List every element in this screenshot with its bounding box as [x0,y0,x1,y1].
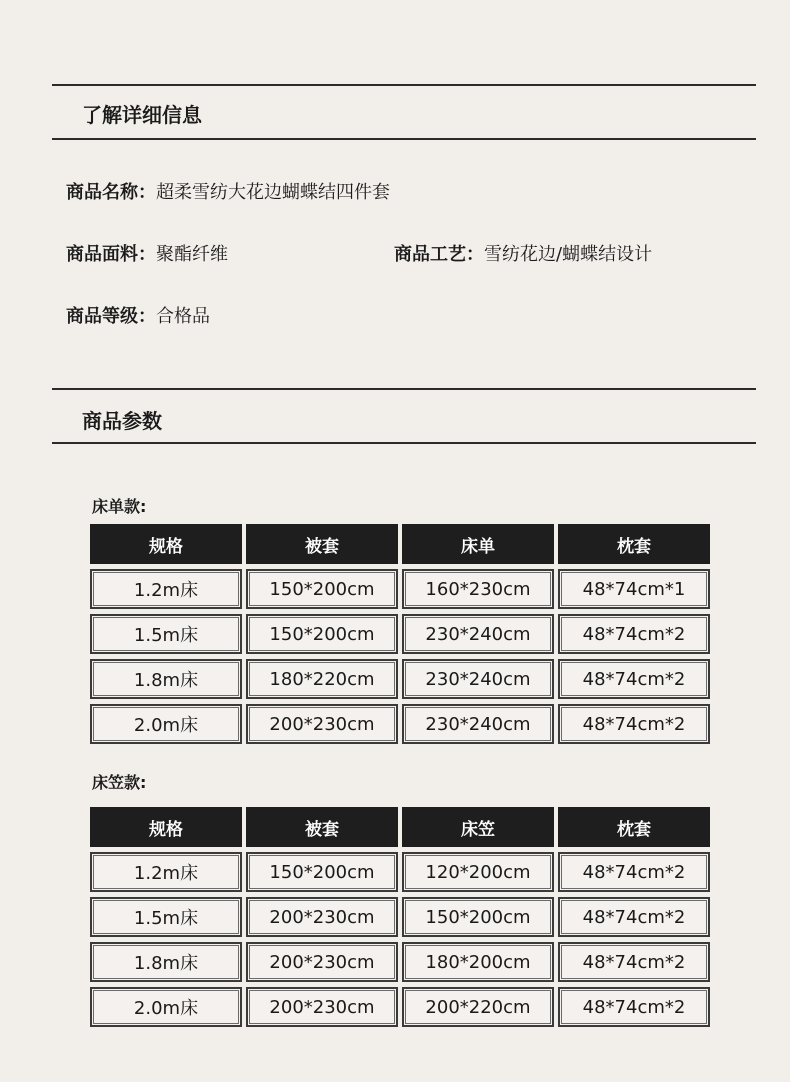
info-material [66,240,228,266]
table-row [90,704,710,744]
info-craft-value: 雪纺花边/蝴蝶结设计 [484,244,653,265]
detail-section-title: 了解详细信息 [82,103,202,127]
table-cell: 200*220cm [402,987,554,1027]
table-cell: 200*230cm [246,704,398,744]
table-cell: 48*74cm*2 [558,614,710,654]
table-cell: 150*200cm [246,569,398,609]
info-grade-key: 商品等级： [66,306,156,327]
header-cell: 床单 [402,524,554,564]
table-cell: 150*200cm [402,897,554,937]
table-cell: 200*230cm [246,897,398,937]
table-header-row [90,807,710,847]
table-row [90,987,710,1027]
table-cell: 48*74cm*2 [558,987,710,1027]
table-cell: 48*74cm*2 [558,942,710,982]
header-cell: 枕套 [558,524,710,564]
table-cell: 2.0m床 [90,704,242,744]
sheet-size-table [86,519,714,749]
table-cell: 1.2m床 [90,852,242,892]
table-cell: 48*74cm*2 [558,704,710,744]
table-cell: 160*230cm [402,569,554,609]
table-cell: 1.5m床 [90,614,242,654]
table-cell: 230*240cm [402,614,554,654]
params-section-title: 商品参数 [82,409,162,433]
detail-section-header [52,84,756,140]
table-cell: 48*74cm*2 [558,659,710,699]
fitted-table-label: 床笠款: [92,773,147,792]
info-material-value: 聚酯纤维 [156,244,228,265]
info-craft [394,240,652,266]
info-material-key: 商品面料： [66,244,156,265]
table-header-row [90,524,710,564]
table-row [90,942,710,982]
info-grade-value: 合格品 [156,306,210,327]
sheet-table-label: 床单款: [92,497,147,516]
table-cell: 2.0m床 [90,987,242,1027]
header-cell: 被套 [246,807,398,847]
header-cell: 被套 [246,524,398,564]
table-cell: 1.2m床 [90,569,242,609]
table-row [90,659,710,699]
info-grade [66,302,210,328]
table-cell: 230*240cm [402,704,554,744]
header-cell: 规格 [90,524,242,564]
table-row [90,897,710,937]
fitted-size-table [86,802,714,1032]
table-cell: 48*74cm*2 [558,852,710,892]
table-cell: 1.8m床 [90,942,242,982]
table-cell: 150*200cm [246,852,398,892]
table-cell: 1.5m床 [90,897,242,937]
table-row [90,852,710,892]
header-cell: 枕套 [558,807,710,847]
table-row [90,614,710,654]
info-product-name-value: 超柔雪纺大花边蝴蝶结四件套 [156,182,390,203]
table-cell: 200*230cm [246,942,398,982]
table-row [90,569,710,609]
table-cell: 230*240cm [402,659,554,699]
header-cell: 规格 [90,807,242,847]
table-cell: 120*200cm [402,852,554,892]
info-craft-key: 商品工艺： [394,244,484,265]
info-product-name [66,178,390,204]
params-section-header [52,388,756,444]
table-cell: 48*74cm*1 [558,569,710,609]
info-product-name-key: 商品名称： [66,182,156,203]
table-cell: 48*74cm*2 [558,897,710,937]
table-cell: 150*200cm [246,614,398,654]
header-cell: 床笠 [402,807,554,847]
table-cell: 200*230cm [246,987,398,1027]
table-cell: 180*200cm [402,942,554,982]
table-cell: 180*220cm [246,659,398,699]
table-cell: 1.8m床 [90,659,242,699]
